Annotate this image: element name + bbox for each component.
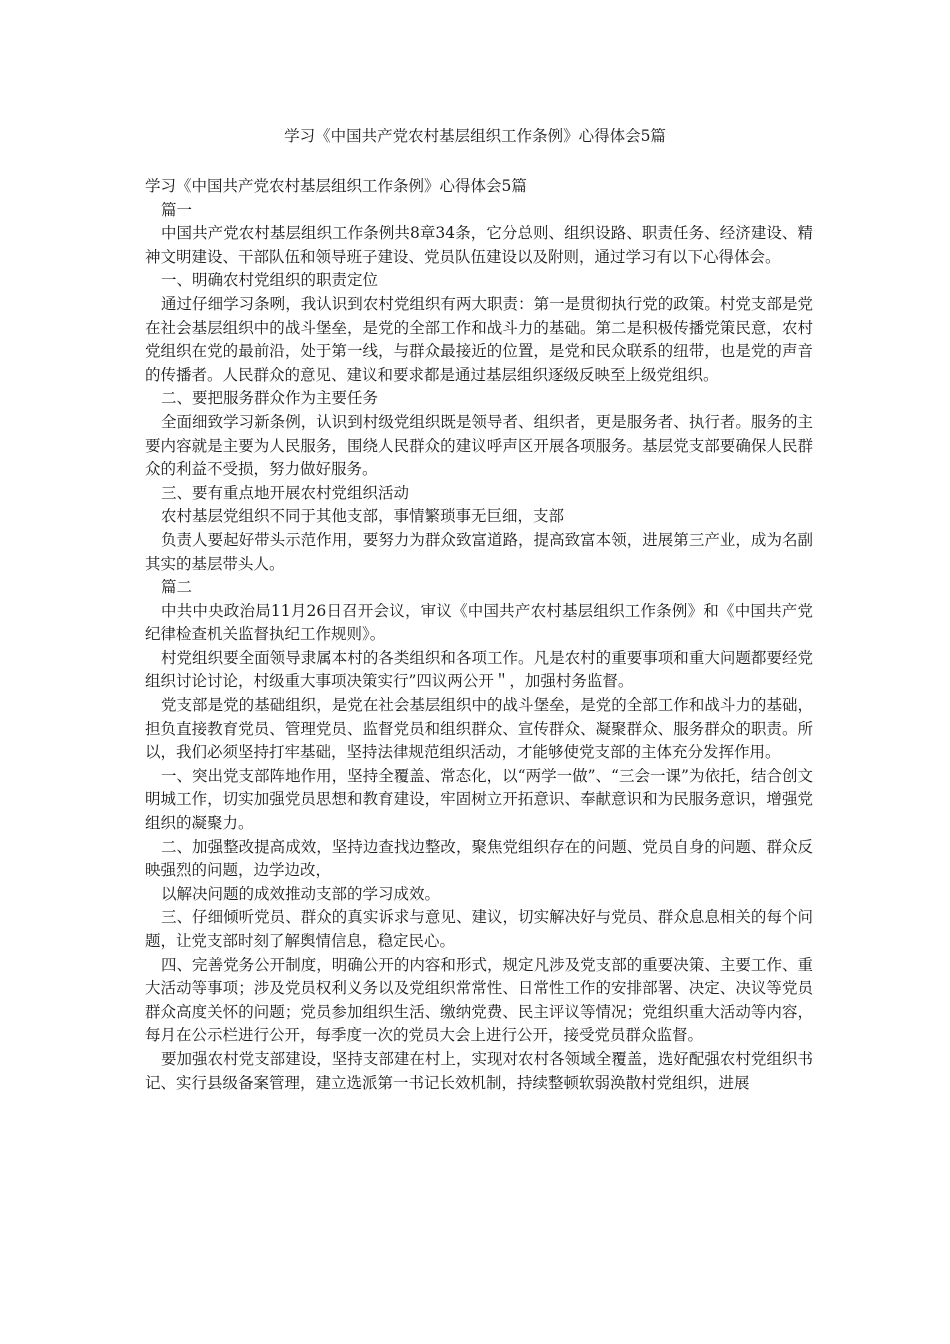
subheading: 三、要有重点地开展农村党组织活动 <box>161 483 410 502</box>
body-title: 学习《中国共产党农村基层组织工作条例》心得体会5篇 <box>145 177 527 195</box>
document-body <box>145 175 813 1095</box>
paragraph: 村党组织要全面领导隶属本村的各类组织和各项工作。凡是农村的重要事项和重大问题都要经党组织讨论讨论，村级重大事项决策实行”四议两公开＂，加强村务监督。 <box>145 648 813 691</box>
paragraph: 三、仔细倾听党员、群众的真实诉求与意见、建议，切实解决好与党员、群众息息相关的每个问题，让党支部时刻了解舆情信息，稳定民心。 <box>145 908 813 950</box>
paragraph: 党支部是党的基础组织，是党在社会基层组织中的战斗堡垒，是党的全部工作和战斗力的基础，担负直接教育党员、管理党员、监督党员和组织群众、宣传群众、凝聚群众、服务群众的职责。所以，我们必须坚持打牢基础，坚持法律规范组织活动，才能够使党支部的主体充分发挥作用。 <box>145 696 813 762</box>
paragraph: 农村基层党组织不同于其他支部，事情繁琐事无巨细，支部 <box>161 507 565 526</box>
section-heading-1: 篇一 <box>161 200 193 219</box>
paragraph: 中共中央政治局11月26日召开会议，审议《中国共产农村基层组织工作条例》和《中国共产党纪律检查机关监督执纪工作规则》。 <box>145 601 813 644</box>
page-title: 学习《中国共产党农村基层组织工作条例》心得体会5篇 <box>284 127 666 145</box>
subheading: 二、要把服务群众作为主要任务 <box>161 389 379 408</box>
paragraph: 一、突出党支部阵地作用，坚持全覆盖、常态化，以“两学一做”、“三会一课”为依托，结合创文明城工作，切实加强党员思想和教育建设，牢固树立开拓意识、奉献意识和为民服务意识，增强党组织的凝聚力。 <box>145 766 813 833</box>
paragraph: 二、加强整改提高成效，坚持边查找边整改，聚焦党组织存在的问题、党员自身的问题、群众反映强烈的问题，边学边改， <box>145 837 813 880</box>
subheading: 一、明确农村党组织的职责定位 <box>161 271 379 290</box>
paragraph: 要加强农村党支部建设，坚持支部建在村上，实现对农村各领域全覆盖，选好配强农村党组织书记、实行县级备案管理，建立选派第一书记长效机制，持续整顿软弱涣散村党组织，进展 <box>145 1049 813 1092</box>
section-heading-2: 篇二 <box>161 578 193 597</box>
paragraph: 负责人要起好带头示范作用，要努力为群众致富道路，提高致富本领，进展第三产业，成为名副其实的基层带头人。 <box>145 530 813 573</box>
paragraph: 中国共产党农村基层组织工作条例共8章34条，它分总则、组织设路、职责任务、经济建设、精神文明建设、干部队伍和领导班子建设、党员队伍建设以及附则，通过学习有以下心得体会。 <box>145 224 813 266</box>
paragraph: 四、完善党务公开制度，明确公开的内容和形式，规定凡涉及党支部的重要决策、主要工作、重大活动等事项；涉及党员权利义务以及党组织常常性、日常性工作的安排部署、决定、决议等党员群众高度关怀的问题；党员参加组织生活、缴纳党费、民主评议等情况；党组织重大活动等内容，每月在公示栏进行公开，每季度一次的党员大会上进行公开，接受党员群众监督。 <box>145 955 813 1045</box>
paragraph: 通过仔细学习条咧，我认识到农村党组织有两大职责：第一是贯彻执行党的政策。村党支部是党在社会基层组织中的战斗堡垒，是党的全部工作和战斗力的基础。第二是积极传播党策民意，农村党组织在党的最前沿，处于第一线，与群众最接近的位置，是党和民众联系的纽带，也是党的声音的传播者。人民群众的意见、建议和要求都是通过基层组织逐级反映至上级党组织。 <box>145 294 813 384</box>
paragraph: 以解决问题的成效推动支部的学习成效。 <box>161 884 441 903</box>
paragraph: 全面细致学习新条例，认识到村级党组织既是领导者、组织者，更是服务者、执行者。服务的主要内容就是主要为人民服务，围绕人民群众的建议呼声区开展各项服务。基层党支部要确保人民群众的利益不受损，努力做好服务。 <box>145 412 813 479</box>
